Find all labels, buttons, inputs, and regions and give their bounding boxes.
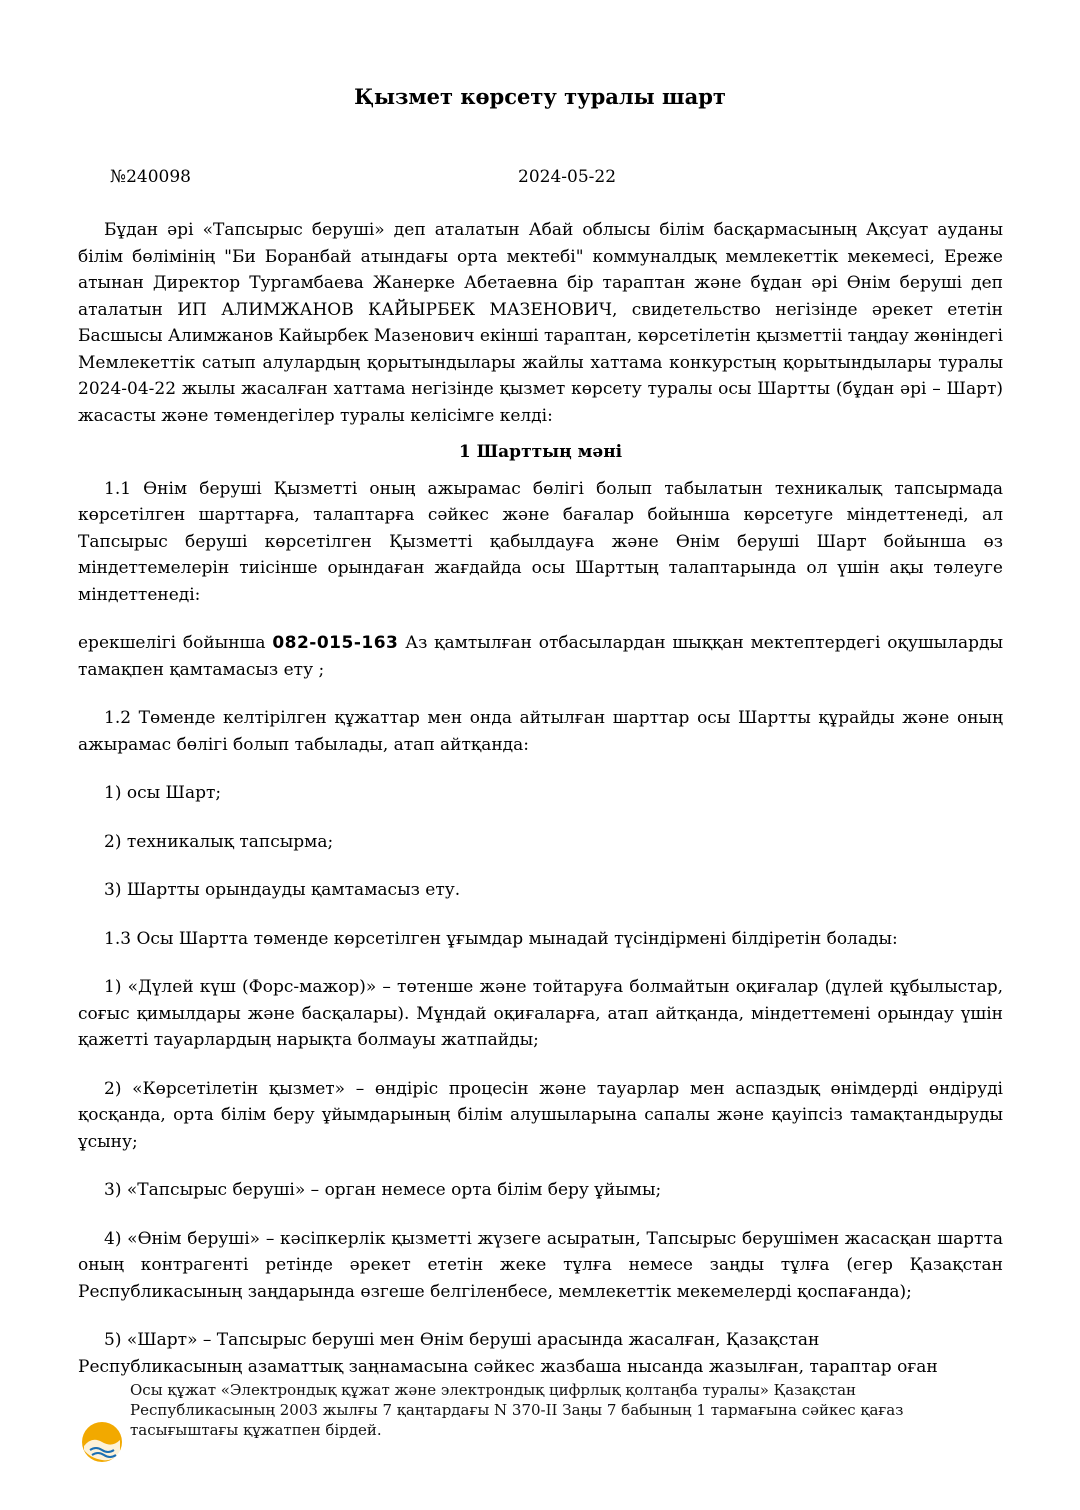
footer-notice-text: Осы құжат «Электрондық құжат және электрондық цифрлық қолтаңба туралы» Қазақстан Республикасының 2003 жылғы 7 қаңтардағы N 370-II Заңы 7 бабының 1 тармағына сәйкес қағаз тасығыштағы құжатпен бірдей. — [130, 1381, 904, 1439]
spec-text: Аз қамтылған отбасылардан шыққан мектептердегі оқушыларды тамақпен қамтамасыз ету ; — [78, 633, 1003, 680]
definition-3: 3) «Тапсырыс беруші» – орган немесе орта білім беру ұйымы; — [104, 1180, 662, 1200]
document-body — [78, 217, 1003, 1380]
document-title: Қызмет көрсету туралы шарт — [354, 84, 726, 109]
list-item-3: 3) Шартты орындауды қамтамасыз ету. — [104, 880, 461, 900]
clause-1-1: 1.1 Өнім беруші Қызметті оның ажырамас бөлігі болып табылатын техникалық тапсырмада көрсетілген шарттарға, талаптарға сәйкес және бағалар бойынша көрсетуге міндеттенеді, ал Тапсырыс беруші көрсетілген Қызметті қабылдауға және Өнім беруші Шарт бойынша өз міндеттемелерін тиісінше орындаған жағдайда осы Шарттың талаптарында ол үшін ақы төлеуге міндеттенеді: — [78, 478, 1003, 605]
list-item-1: 1) осы Шарт; — [104, 783, 222, 803]
document-number: №240098 — [110, 167, 191, 187]
definition-5-continuation: Республикасының азаматтық заңнамасына сәйкес жазбаша нысанда жазылған, тараптар оған — [78, 1356, 938, 1377]
definition-5: 5) «Шарт» – Тапсырыс беруші мен Өнім беруші арасында жасалған, Қазақстан — [104, 1330, 820, 1350]
document-date: 2024-05-22 — [518, 167, 617, 187]
document-meta-row — [0, 167, 1080, 193]
footer-notice — [0, 1380, 1080, 1510]
definition-2: 2) «Көрсетілетін қызмет» – өндіріс процесін және тауарлар мен аспаздық өнімдерді өндіруді қосқанда, орта білім беру ұйымдарының білім алушыларына сапалы және қауіпсіз тамақтандыруды ұсыну; — [78, 1078, 1003, 1152]
specification-paragraph — [78, 630, 1003, 683]
intro-paragraph: Бұдан әрі «Тапсырыс беруші» деп аталатын Абай облысы білім басқармасының Ақсуат ауданы білім бөлімінің "Би Боранбай атындағы орта мектебі" коммуналдық мемлекеттік мекемесі, Ереже атынан Директор Тургамбаева Жанерке Абетаевна бір тараптан және бұдан әрі Өнім беруші деп аталатын ИП АЛИМЖАНОВ КАЙЫРБЕК МАЗЕНОВИЧ, свидетельство негізінде әрекет ететін Басшысы Алимжанов Кайырбек Мазенович екінші тараптан, көрсетілетін қызметтіі таңдау жөніндегі Мемлекеттік сатып алулардың қорытындылары жайлы хаттама конкурстың қорытындылары туралы 2024-04-22 жылы жасалған хаттама негізінде қызмет көрсету туралы осы Шартты (бұдан әрі – Шарт) жасасты және төмендегілер туралы келісімге келді: — [78, 220, 1003, 426]
clause-1-2: 1.2 Төменде келтірілген құжаттар мен онда айтылған шарттар осы Шартты құрайды және оның ажырамас бөлігі болып табылады, атап айтқанда: — [78, 708, 1003, 755]
definition-1: 1) «Дүлей күш (Форс-мажор)» – төтенше және тойтаруға болмайтын оқиғалар (дүлей құбылыстар, соғыс қимылдары және басқалары). Мұндай оқиғаларға, атап айтқанда, міндеттемені орындау үшін қажетті тауарлардың нарықта болмауы жатпайды; — [78, 977, 1003, 1050]
egov-sun-logo-icon — [80, 1420, 124, 1464]
spec-code: 082-015-163 — [272, 633, 399, 653]
definition-4: 4) «Өнім беруші» – кәсіпкерлік қызметті жүзеге асыратын, Тапсырыс берушімен жасасқан шартта оның контрагенті ретінде әрекет ететін жеке тұлға немесе заңды тұлға (егер Қазақстан Республикасының заңдарында өзгеше белгіленбесе, мемлекеттік мекемелерді қоспағанда); — [78, 1228, 1003, 1302]
list-item-2: 2) техникалық тапсырма; — [104, 831, 334, 852]
section-1-heading: 1 Шарттың мәні — [458, 442, 623, 462]
clause-1-3: 1.3 Осы Шартта төменде көрсетілген ұғымдар мынадай түсіндірмені білдіретін болады: — [104, 928, 898, 949]
spec-prefix: ерекшелігі бойынша — [78, 633, 266, 653]
